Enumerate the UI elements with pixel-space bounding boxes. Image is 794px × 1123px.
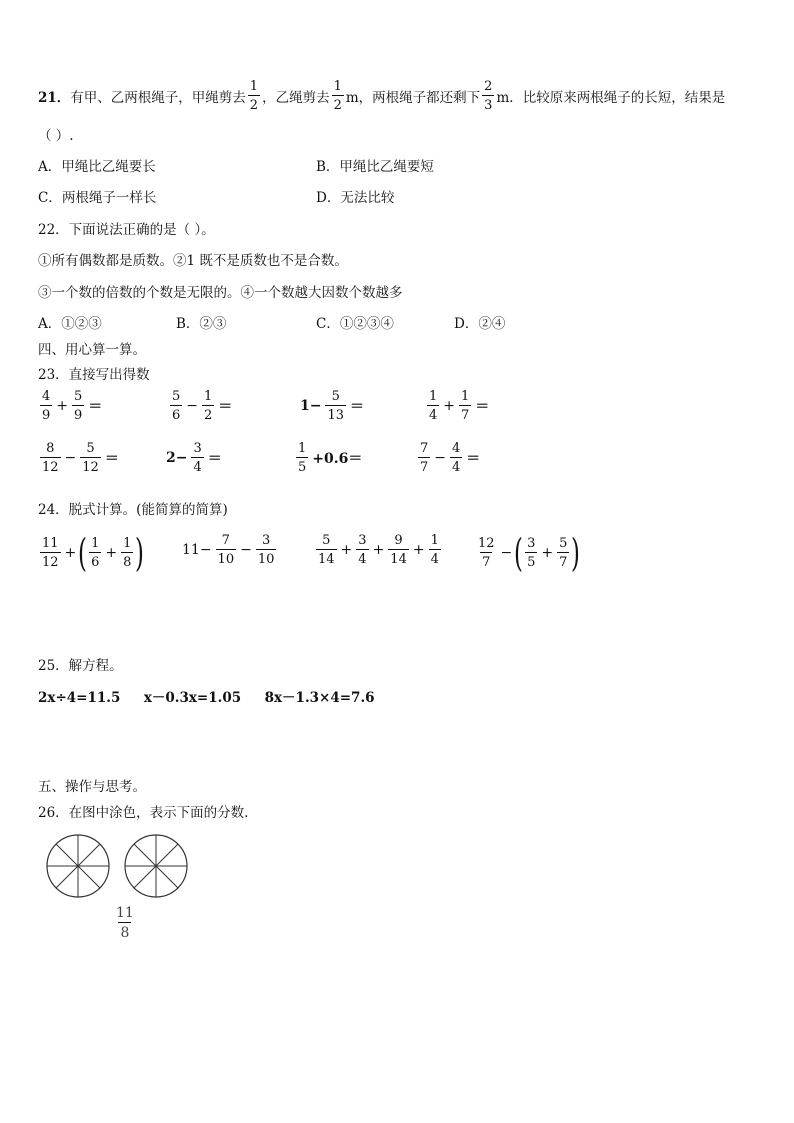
q23-r2-e3: $\frac{1}{5}$ +0.6＝ bbox=[298, 441, 363, 475]
q24-title: 24．脱式计算。(能简算的简算) bbox=[38, 502, 228, 518]
q24-e4: $\frac{12}{7}$ − ( $\frac{3}{5}$ + $\frac{5}{7}$ ) bbox=[478, 531, 581, 575]
q23-title: 23．直接写出得数 bbox=[38, 367, 150, 383]
q24-e3: $\frac{5}{14}$ + $\frac{3}{4}$ + $\frac{9}{14}$ + $\frac{1}{4}$ bbox=[318, 533, 439, 567]
q21-option-a: A．甲绳比乙绳要长 bbox=[38, 159, 156, 175]
q21-number: 21． bbox=[38, 90, 71, 106]
q21-text-4: m．比较原来两根绳子的长短，结果是 bbox=[496, 90, 726, 106]
q23-r2-e2: 2− $\frac{3}{4}$ ＝ bbox=[166, 441, 222, 475]
circle-divided-8-right[interactable] bbox=[122, 832, 190, 900]
section-4-heading: 四、用心算一算。 bbox=[38, 342, 146, 358]
q21-answer-blank: （ ）. bbox=[38, 128, 74, 144]
q22-option-d: D．②④ bbox=[454, 316, 506, 332]
q22-statements-1: ①所有偶数都是质数。②1 既不是质数也不是合数。 bbox=[38, 253, 348, 269]
q21-option-b: B．甲绳比乙绳要短 bbox=[316, 159, 434, 175]
q22-statements-2: ③一个数的倍数的个数是无限的。④一个数越大因数个数越多 bbox=[38, 285, 403, 301]
q21-option-c: C．两根绳子一样长 bbox=[38, 190, 157, 206]
q21-text-3: m，两根绳子都还剩下 bbox=[345, 90, 481, 106]
q26-title: 26．在图中涂色，表示下面的分数. bbox=[38, 805, 249, 821]
q23-r1-e3: 1− $\frac{5}{13}$ ＝ bbox=[300, 389, 365, 423]
q25-equations: 2x÷4=11.5 x－0.3x=1.05 8x－1.3×4=7.6 bbox=[38, 690, 375, 706]
q25-title: 25．解方程。 bbox=[38, 658, 123, 674]
circle-divided-8-left[interactable] bbox=[44, 832, 112, 900]
q23-r2-e1: $\frac{8}{12}$ − $\frac{5}{12}$ ＝ bbox=[42, 441, 119, 475]
q24-e1: $\frac{11}{12}$ + ( $\frac{1}{6}$ + $\frac{1}{8}$ ) bbox=[42, 531, 145, 575]
q23-r2-e4: $\frac{7}{7}$ − $\frac{4}{4}$ ＝ bbox=[420, 441, 481, 475]
q21-text-2: ，乙绳剪去 bbox=[262, 90, 330, 106]
q21-fraction-1: $\frac{1}{2}$ bbox=[249, 79, 259, 113]
q24-e2: 11− $\frac{7}{10}$ − $\frac{3}{10}$ bbox=[182, 533, 275, 567]
q23-r1-e2: $\frac{5}{6}$ − $\frac{1}{2}$ ＝ bbox=[172, 389, 233, 423]
q21-stem bbox=[38, 80, 725, 112]
q22-option-b: B．②③ bbox=[176, 316, 227, 332]
q23-r1-e1: $\frac{4}{9}$ + $\frac{5}{9}$ ＝ bbox=[42, 389, 103, 423]
q21-fraction-3: $\frac{2}{3}$ bbox=[484, 79, 493, 113]
section-5-heading: 五、操作与思考。 bbox=[38, 779, 146, 795]
q22-option-a: A．①②③ bbox=[38, 316, 102, 332]
q26-fraction: $\frac{11}{8}$ bbox=[116, 905, 134, 941]
q22-title: 22．下面说法正确的是（ ）。 bbox=[38, 222, 215, 238]
q23-r1-e4: $\frac{1}{4}$ + $\frac{1}{7}$ ＝ bbox=[429, 389, 490, 423]
q21-fraction-2: $\frac{1}{2}$ bbox=[333, 79, 342, 113]
q22-option-c: C．①②③④ bbox=[316, 316, 394, 332]
q21-text-1: 有甲、乙两根绳子，甲绳剪去 bbox=[70, 90, 246, 106]
q21-option-d: D．无法比较 bbox=[316, 190, 395, 206]
